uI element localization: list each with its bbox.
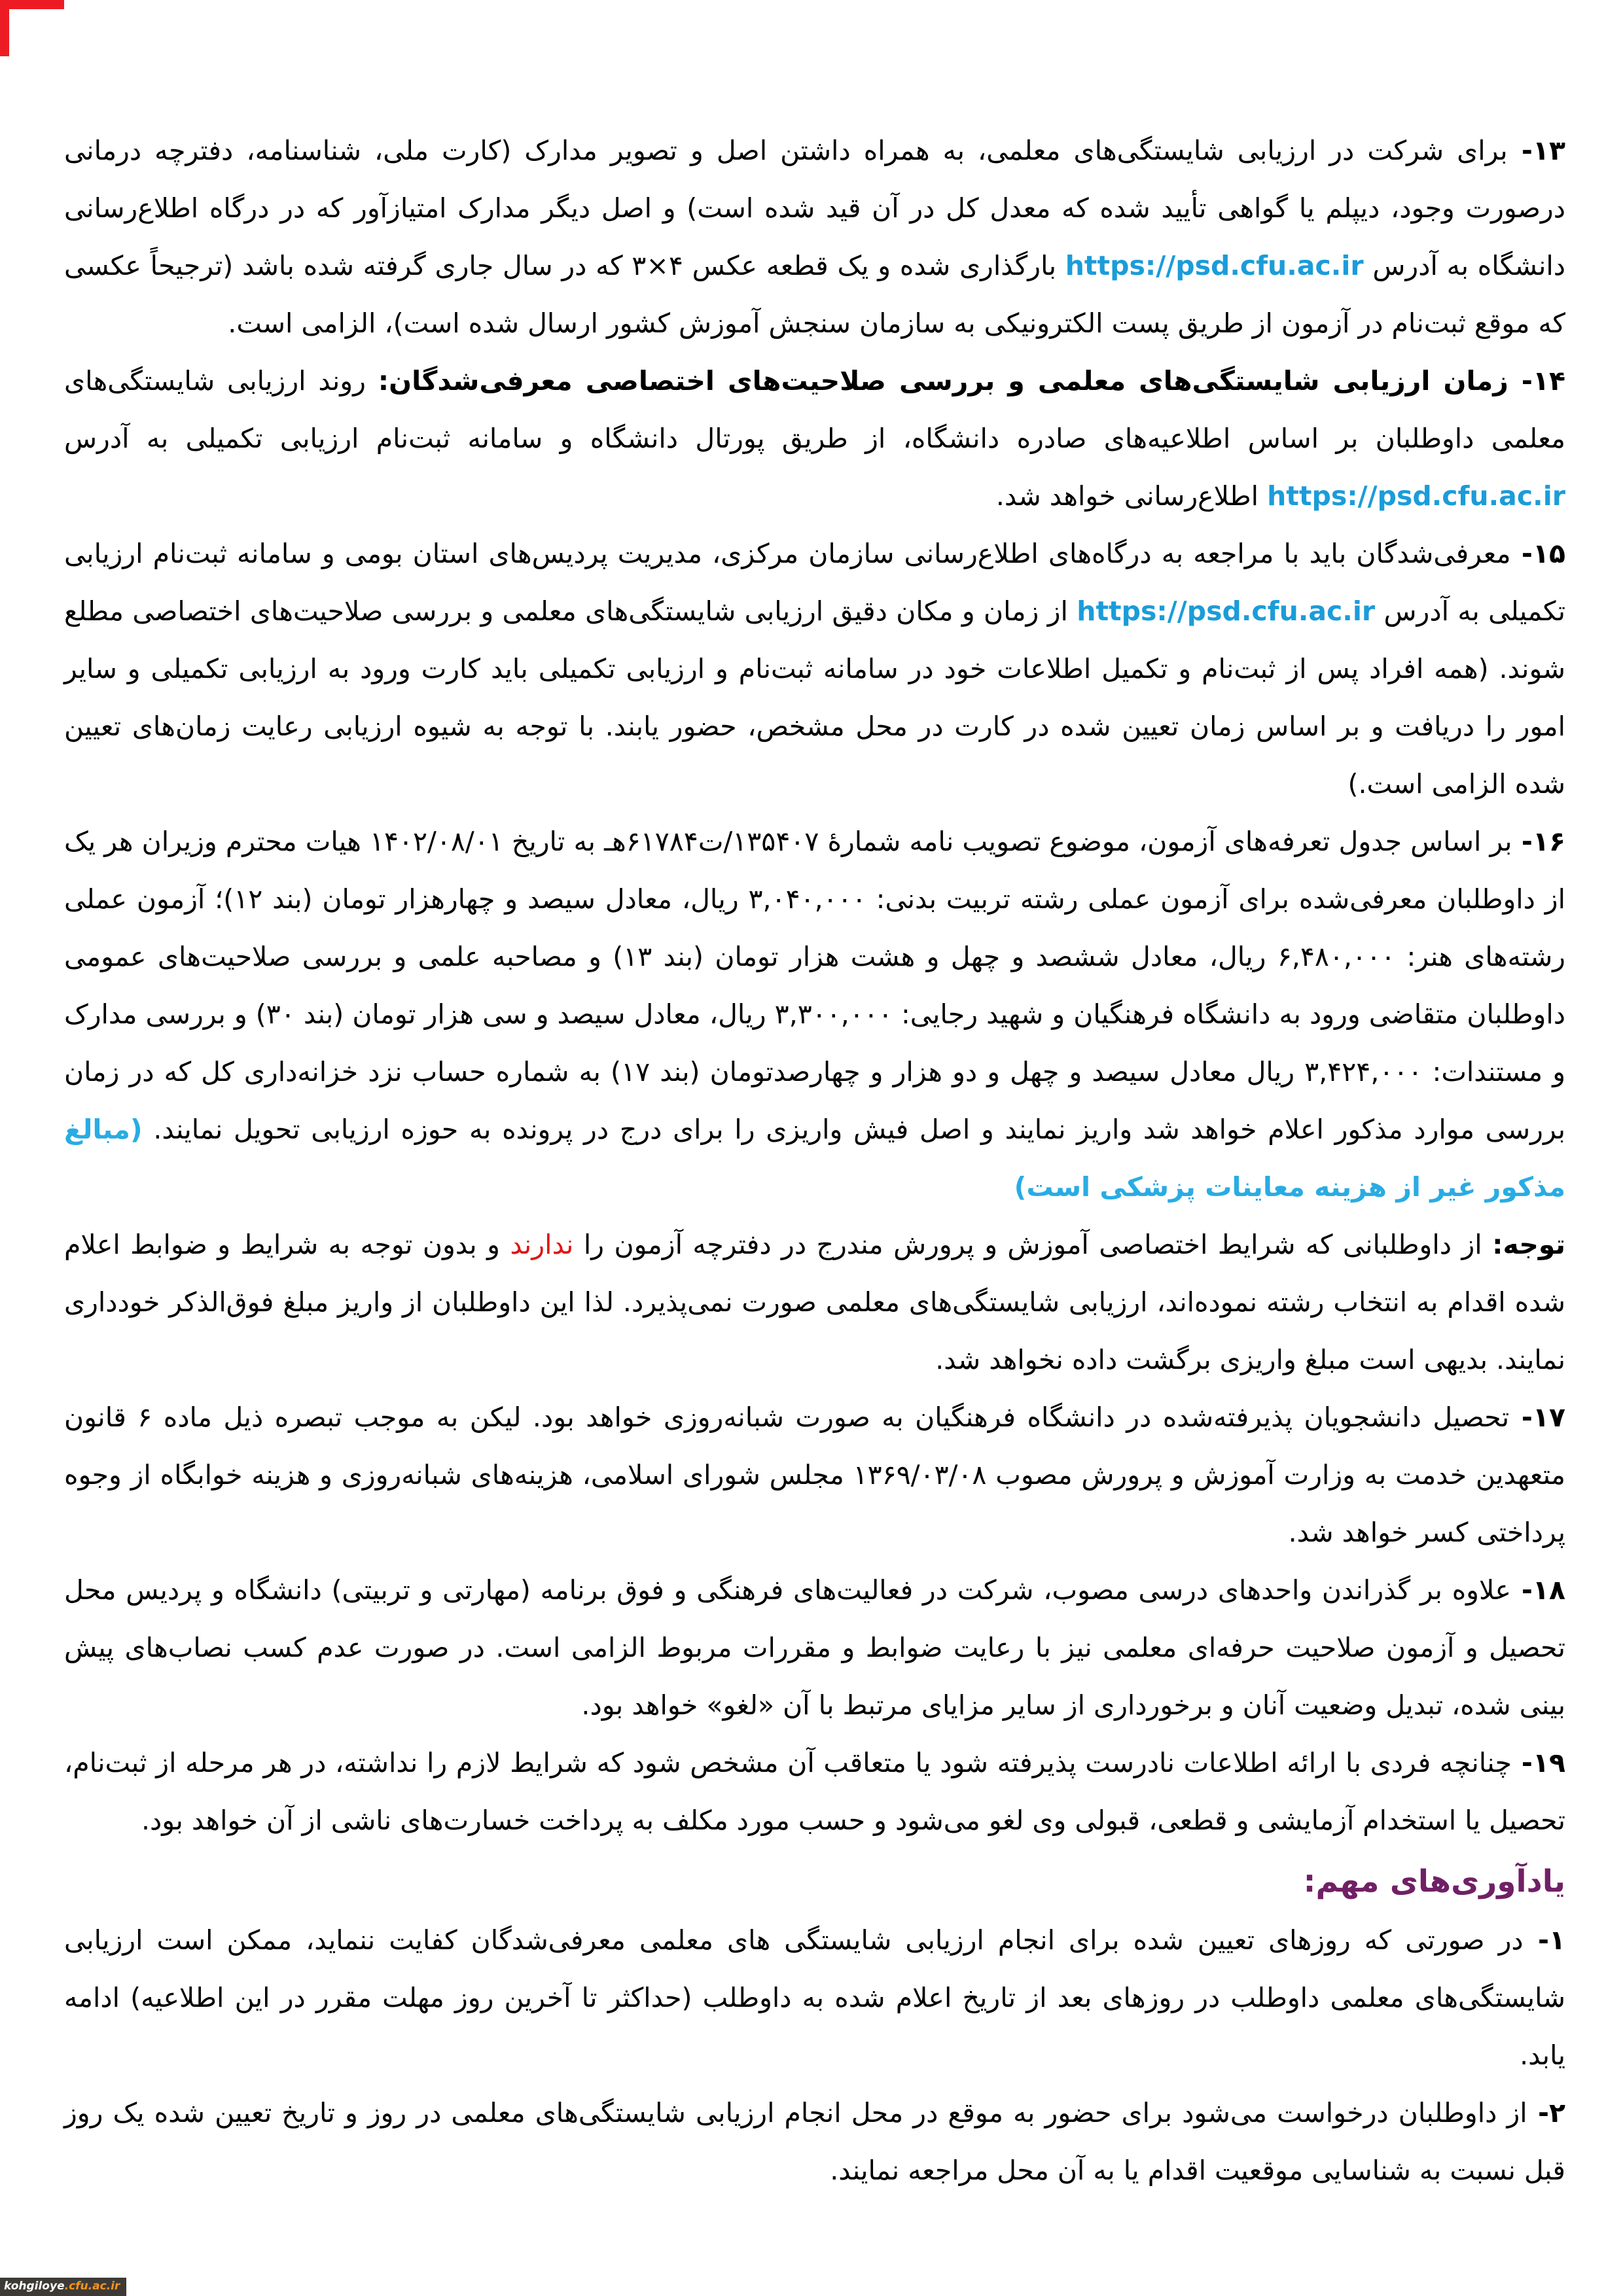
item-15	[64, 525, 1565, 813]
item-16-segment-0: ۱۶-	[1512, 826, 1565, 857]
reminder-1-segment-1: در صورتی که روزهای تعیین شده برای انجام ارزیابی شایستگی های معلمی معرفی‌شدگان کفایت ننماید، ممکن است ارزیابی شایستگی‌های معلمی داوطلب در روزهای بعد از تاریخ اعلام شده به داوطلب (حداکثر تا آخرین روز مهلت مقرر در این اطلاعیه) ادامه یابد.	[64, 1924, 1565, 2071]
item-13-segment-3: بارگذاری شده و یک قطعه عکس ۴×۳ که در سال جاری گرفته شده باشد (ترجیحاً عکسی که موقع ثبت‌نام در آزمون از طریق پست الکترونیکی به سازمان سنجش آموزش کشور ارسال شده است)، الزامی است.	[64, 250, 1565, 339]
reminder-2	[64, 2084, 1565, 2199]
item-14	[64, 352, 1565, 525]
psd-portal-link[interactable]: https://psd.cfu.ac.ir	[1065, 250, 1364, 281]
reminder-1	[64, 1911, 1565, 2084]
reminders-heading	[64, 1853, 1565, 1911]
item-14-segment-0: ۱۴- زمان ارزیابی شایستگی‌های معلمی و بررسی صلاحیت‌های اختصاصی معرفی‌شدگان:	[378, 365, 1565, 397]
attention-note	[64, 1216, 1565, 1388]
psd-portal-link[interactable]: https://psd.cfu.ac.ir	[1077, 595, 1376, 627]
item-18	[64, 1561, 1565, 1734]
reminder-2-segment-0: ۲-	[1527, 2097, 1566, 2128]
item-16-segment-2: (مبالغ مذکور غیر از هزینه معاینات پزشکی است)	[64, 1114, 1565, 1203]
red-corner-vertical-line	[0, 0, 9, 56]
item-19-segment-1: چنانچه فردی با ارائه اطلاعات نادرست پذیرفته شود یا متعاقب آن مشخص شود که شرایط لازم را نداشته، در هر مرحله از ثبت‌نام، تحصیل یا استخدام آزمایشی و قطعی، قبولی وی لغو می‌شود و حسب مورد مکلف به پرداخت خسارت‌های ناشی از آن خواهد بود.	[64, 1747, 1565, 1836]
attention-note-segment-3: و بدون توجه به شرایط و ضوابط اعلام شده اقدام به انتخاب رشته نموده‌اند، ارزیابی شایستگی‌های معلمی صورت نمی‌پذیرد. لذا این داوطلبان از واریز مبلغ فوق‌الذکر خودداری نمایند. بدیهی است مبلغ واریزی برگشت داده نخواهد شد.	[64, 1229, 1565, 1375]
item-13-segment-0: ۱۳-	[1507, 135, 1565, 166]
item-13	[64, 122, 1565, 352]
attention-note-segment-1: از داوطلبانی که شرایط اختصاصی آموزش و پرورش مندرج در دفترچه آزمون را	[573, 1229, 1493, 1260]
item-14-segment-1: روند ارزیابی شایستگی‌های معلمی داوطلبان بر اساس اطلاعیه‌های صادره دانشگاه، از طریق پورتال دانشگاه و سامانه ثبت‌نام ارزیابی تکمیلی به آدرس	[64, 365, 1565, 454]
document-body	[64, 122, 1565, 2199]
reminder-1-segment-0: ۱-	[1523, 1924, 1565, 1956]
item-15-segment-0: ۱۵-	[1510, 538, 1565, 569]
item-13-segment-1: برای شرکت در ارزیابی شایستگی‌های معلمی، به همراه داشتن اصل و تصویر مدارک (کارت ملی، شناسنامه، دفترچه درمانی درصورت وجود، دیپلم یا گواهی تأیید شده که معدل کل در آن قید شده است) و اصل دیگر مدارک امتیازآور که در درگاه اطلاع‌رسانی دانشگاه به آدرس	[64, 135, 1566, 281]
item-17-segment-1: تحصیل دانشجویان پذیرفته‌شده در دانشگاه فرهنگیان به صورت شبانه‌روزی خواهد بود. لیکن به موجب تبصره ذیل ماده ۶ قانون متعهدین خدمت به وزارت آموزش و پرورش مصوب ۱۳۶۹/۰۳/۰۸ مجلس شورای اسلامی، هزینه‌های شبانه‌روزی و هزینه خوابگاه از وجوه پرداختی کسر خواهد شد.	[64, 1402, 1565, 1548]
item-18-segment-0: ۱۸-	[1510, 1574, 1565, 1606]
attention-note-segment-0: توجه:	[1492, 1229, 1565, 1260]
watermark-site-name: kohgiloye	[4, 2280, 65, 2293]
item-17	[64, 1388, 1565, 1561]
item-15-segment-1: معرفی‌شدگان باید با مراجعه به درگاه‌های اطلاع‌رسانی سازمان مرکزی، مدیریت پردیس‌های استان بومی و سامانه ثبت‌نام ارزیابی تکمیلی به آدرس	[64, 538, 1565, 627]
psd-portal-link[interactable]: https://psd.cfu.ac.ir	[1267, 480, 1565, 512]
red-corner-horizontal-line	[0, 0, 64, 9]
item-15-segment-3: از زمان و مکان دقیق ارزیابی شایستگی‌های معلمی و بررسی صلاحیت‌های اختصاصی مطلع شوند. (همه افراد پس از ثبت‌نام و تکمیل اطلاعات خود در سامانه ثبت‌نام و ارزیابی تکمیلی باید کارت ورود به ارزیابی تکمیلی و سایر امور را دریافت و بر اساس زمان تعیین شده در کارت در محل مشخص، حضور یابند. با توجه به شیوه ارزیابی رعایت زمان‌های تعیین شده الزامی است.)	[64, 595, 1565, 800]
item-17-segment-0: ۱۷-	[1509, 1402, 1565, 1433]
item-19	[64, 1734, 1565, 1849]
watermark-domain: .cfu.ac.ir	[64, 2280, 120, 2293]
site-watermark-badge	[0, 2278, 126, 2296]
reminders-heading-segment-0: یادآوری‌های مهم:	[1303, 1863, 1565, 1899]
item-16-segment-1: بر اساس جدول تعرفه‌های آزمون، موضوع تصویب نامه شمارهٔ ۱۳۵۴۰۷/ت۶۱۷۸۴هـ به تاریخ ۱۴۰۲/۰۸/۰۱ هیات محترم وزیران هر یک از داوطلبان معرفی‌شده برای آزمون عملی رشته تربیت بدنی: ۳,۰۴۰,۰۰۰ ریال، معادل سیصد و چهارهزار تومان (بند ۱۲)؛ آزمون عملی رشته‌های هنر: ۶,۴۸۰,۰۰۰ ریال، معادل ششصد و چهل و هشت هزار تومان (بند ۱۳) و مصاحبه علمی و بررسی صلاحیت‌های عمومی داوطلبان متقاضی ورود به دانشگاه فرهنگیان و شهید رجایی: ۳,۳۰۰,۰۰۰ ریال، معادل سیصد و سی هزار تومان (بند ۳۰) و بررسی مدارک و مستندات: ۳,۴۲۴,۰۰۰ ریال معادل سیصد و چهل و دو هزار و چهارصدتومان (بند ۱۷) به شماره حساب نزد خزانه‌داری کل که در زمان بررسی موارد مذکور اعلام خواهد شد واریز نمایند و اصل فیش واریزی را برای درج در پرونده به حوزه ارزیابی تحویل نمایند.	[64, 826, 1565, 1145]
item-16	[64, 813, 1565, 1216]
item-18-segment-1: علاوه بر گذراندن واحدهای درسی مصوب، شرکت در فعالیت‌های فرهنگی و فوق برنامه (مهارتی و تربیتی) دانشگاه و پردیس محل تحصیل و آزمون صلاحیت حرفه‌ای معلمی نیز با رعایت ضوابط و مقررات مربوط الزامی است. در صورت عدم کسب نصاب‌های پیش بینی شده، تبدیل وضعیت آنان و برخورداری از سایر مزایای مرتبط با آن «لغو» خواهد بود.	[64, 1574, 1565, 1721]
item-14-segment-3: اطلاع‌رسانی خواهد شد.	[995, 480, 1268, 512]
item-19-segment-0: ۱۹-	[1511, 1747, 1565, 1778]
attention-note-segment-2: ندارند	[510, 1229, 574, 1260]
reminder-2-segment-1: از داوطلبان درخواست می‌شود برای حضور به موقع در محل انجام ارزیابی شایستگی‌های معلمی در روز و تاریخ تعیین شده یک روز قبل نسبت به شناسایی موقعیت اقدام یا به آن محل مراجعه نمایند.	[64, 2097, 1565, 2186]
